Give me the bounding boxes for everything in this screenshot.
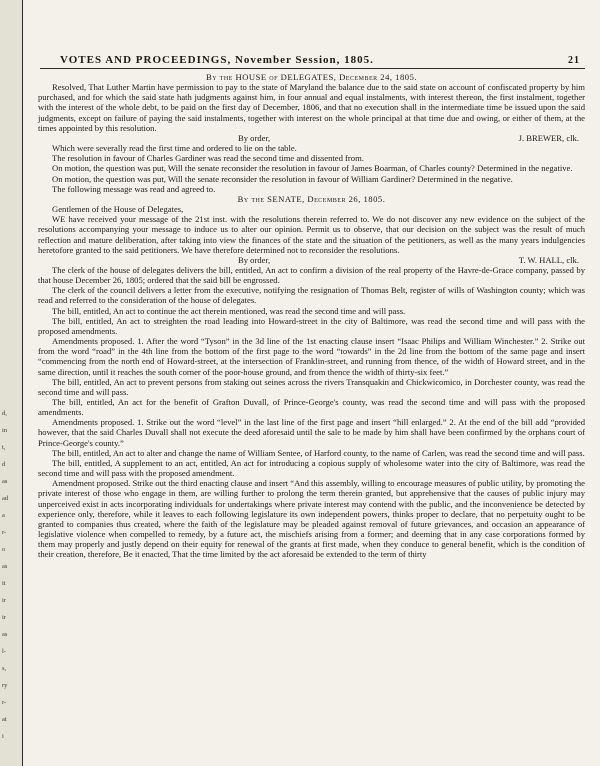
signature-by-order: By order, [238,132,271,143]
facing-page-fragment: d [2,461,6,468]
facing-page-fragment: as [2,563,8,570]
paragraph: The bill, entitled, An act to alter and change the name of William Sentee, of Harford county, to the name of Carlen, was read the second time and will pass. [52,447,585,458]
paragraph: Amendments proposed. 1. After the word “Tyson” in the 3d line of the 1st enacting clause insert “Isaac Philips and William Winchester.” 2. Strike out from the word “road” in the 4th line from the bottom of the first page to the word “towards” in the 2d line from the bottom of the same page and insert “commencing from the north end of Howard-street, at the intersection of Franklin-street, and running from thence, of the width of Howard street, and in the same direction, until it reaches the south corner of the poor-house ground, and from thence the width of thirty-six feet.” [38,336,585,377]
signature-clerk: T. W. HALL, clk. [518,254,579,265]
facing-page-fragment: at [2,716,7,723]
facing-page-fragment: r- [2,529,7,536]
paragraph: Gentlemen of the House of Delegates, [52,204,184,215]
facing-page-fragment: ir [2,597,6,604]
running-head [60,54,580,66]
paragraph: The following message was read and agreed to. [52,183,216,194]
facing-page-margin [0,0,23,766]
paragraph: The resolution in favour of Charles Gardiner was read the second time and dissented from. [52,153,364,164]
facing-page-fragment: a [2,512,5,519]
signature-line [38,133,585,143]
paragraph: Amendment proposed. Strike out the third enacting clause and insert “And this assembly, willing to encourage measures of public utility, by promoting the private interest of those who engage in them, are willing further to prolong the term therein granted, but apprehensive that the causes of public injury may unperceived exist in acts incorporating individuals for undertakings where private interest may contend with the public, and the inconvenience be detected by experience only, therefore, while it leaves to each following legislature its own independent powers, thinks proper to declare, that no perpetuity ought to be granted to companies thus created, where the faith of the legislature may be pleaded against removal of future grievances, and occasion an appearance of legislative violence when compelled to remedy, by a future act, the mischiefs arising from a former; and deeming that in any case corporations formed by them may properly and justly depend on their equity for renewal of the grants at first made, when they conduce to general benefit, which is the condition of their creation, therefore, Be it enacted, That the time limited by the act aforesaid be extended to the term of thirty [38,478,585,560]
facing-page-fragment: ir [2,614,6,621]
paragraph: WE have received your message of the 21st inst. with the resolutions therein referred to. We do not discover any new evidence on the subject of the resolutions accompanying your message to induce us to alter our opinion. Permit us to observe, that our decision on the subject was the result of much reflection and mature deliberation, after taking into view the finances of the state and the situation of the petitioners, as well as the many years indulgencies heretofore granted to the said petitioners. We have therefore determined not to reconsider the resolutions. [38,214,585,255]
paragraph: The bill, entitled, A supplement to an act, entitled, An act for introducing a copious supply of wholesome water into the city of Baltimore, was read the second time and will pass with the proposed amendment. [38,457,585,479]
facing-page-fragment: s, [2,665,7,672]
facing-page-fragment: as [2,478,8,485]
header-rule [40,68,585,69]
paragraph: The clerk of the house of delegates delivers the bill, entitled, An act to confirm a division of the real property of the Havre-de-Grace company, passed by that house December 26, 1805; ordered that the said bill be engrossed. [38,264,585,286]
paragraph: On motion, the question was put, Will the senate reconsider the resolution in favour of William Gardiner? Determined in the negative. [52,173,513,184]
body-text [38,72,585,560]
facing-page-fragment: o [2,546,6,553]
page-title: VOTES AND PROCEEDINGS, November Session, 1805. [60,54,374,66]
paragraph: The bill, entitled, An act to continue the act therein mentioned, was read the second time and will pass. [52,305,406,316]
proceeding-heading: By the HOUSE of DELEGATES, December 24, 1805. [205,72,418,82]
facing-page-fragment: t, [2,444,6,451]
facing-page-fragment: r- [2,699,7,706]
paragraph: The bill, entitled, An act to streighten the road leading into Howard-street in the city of Baltimore, was read the second time and will pass with the proposed amendments. [38,315,585,336]
proceeding-heading: By the SENATE, December 26, 1805. [237,193,386,204]
paragraph: Amendments proposed. 1. Strike out the word “level” in the last line of the first page and insert “hill enlarged.” 2. At the end of the bill add “provided however, that the said Charles Duvall shall not execute the deed aforesaid until the sale to be made by him shall have been confirmed by the orphans court of Prince-George's county.” [38,417,585,448]
facing-page-fragment: d, [2,410,7,417]
paragraph: The bill, entitled, An act to prevent persons from staking out seines across the rivers Transquakin and Chickwicomico, in Dorchester county, was read the second time and will pass. [38,376,585,397]
signature-by-order: By order, [238,254,271,265]
facing-page-fragment: as [2,631,8,638]
facing-page-fragment: i [2,733,4,740]
facing-page-fragment: it [2,580,6,587]
paragraph: The bill, entitled, An act for the benefit of Grafton Duvall, of Prince-George's county, was read the second time and will pass with the proposed amendments. [38,397,585,418]
paragraph: Resolved, That Luther Martin have permission to pay to the state of Maryland the balance due to the said state on account of confiscated property by him purchased, and for which the said state hath judgments against him, in four annual and equal instalments, with interest thereon, the first instalment, together with the interest of the whole debt, to be paid on the first day of December, 1806, and that no execution shall in the intermediate time be issued upon the said judgments, except on failure of paying the said instalments, together with interest on the whole principal at that time due and owing, or either of them, at the times appointed by this resolution. [38,82,585,133]
paragraph: The clerk of the council delivers a letter from the executive, notifying the resignation of Thomas Belt, register of wills of Washington county; which was read and referred to the consideration of the house of delegates. [38,285,585,306]
facing-page-fragment: l- [2,648,6,655]
facing-page-fragment: ry [2,682,8,689]
facing-page-fragment: ad [2,495,9,502]
paragraph: On motion, the question was put, Will the senate reconsider the resolution in favour of James Boarman, of Charles county? Determined in the negative. [52,163,573,174]
facing-page-fragment: in [2,427,8,434]
paragraph: Which were severally read the first time and ordered to lie on the table. [52,143,297,154]
signature-line [38,255,585,265]
page-number: 21 [568,55,580,66]
signature-clerk: J. BREWER, clk. [518,132,579,143]
